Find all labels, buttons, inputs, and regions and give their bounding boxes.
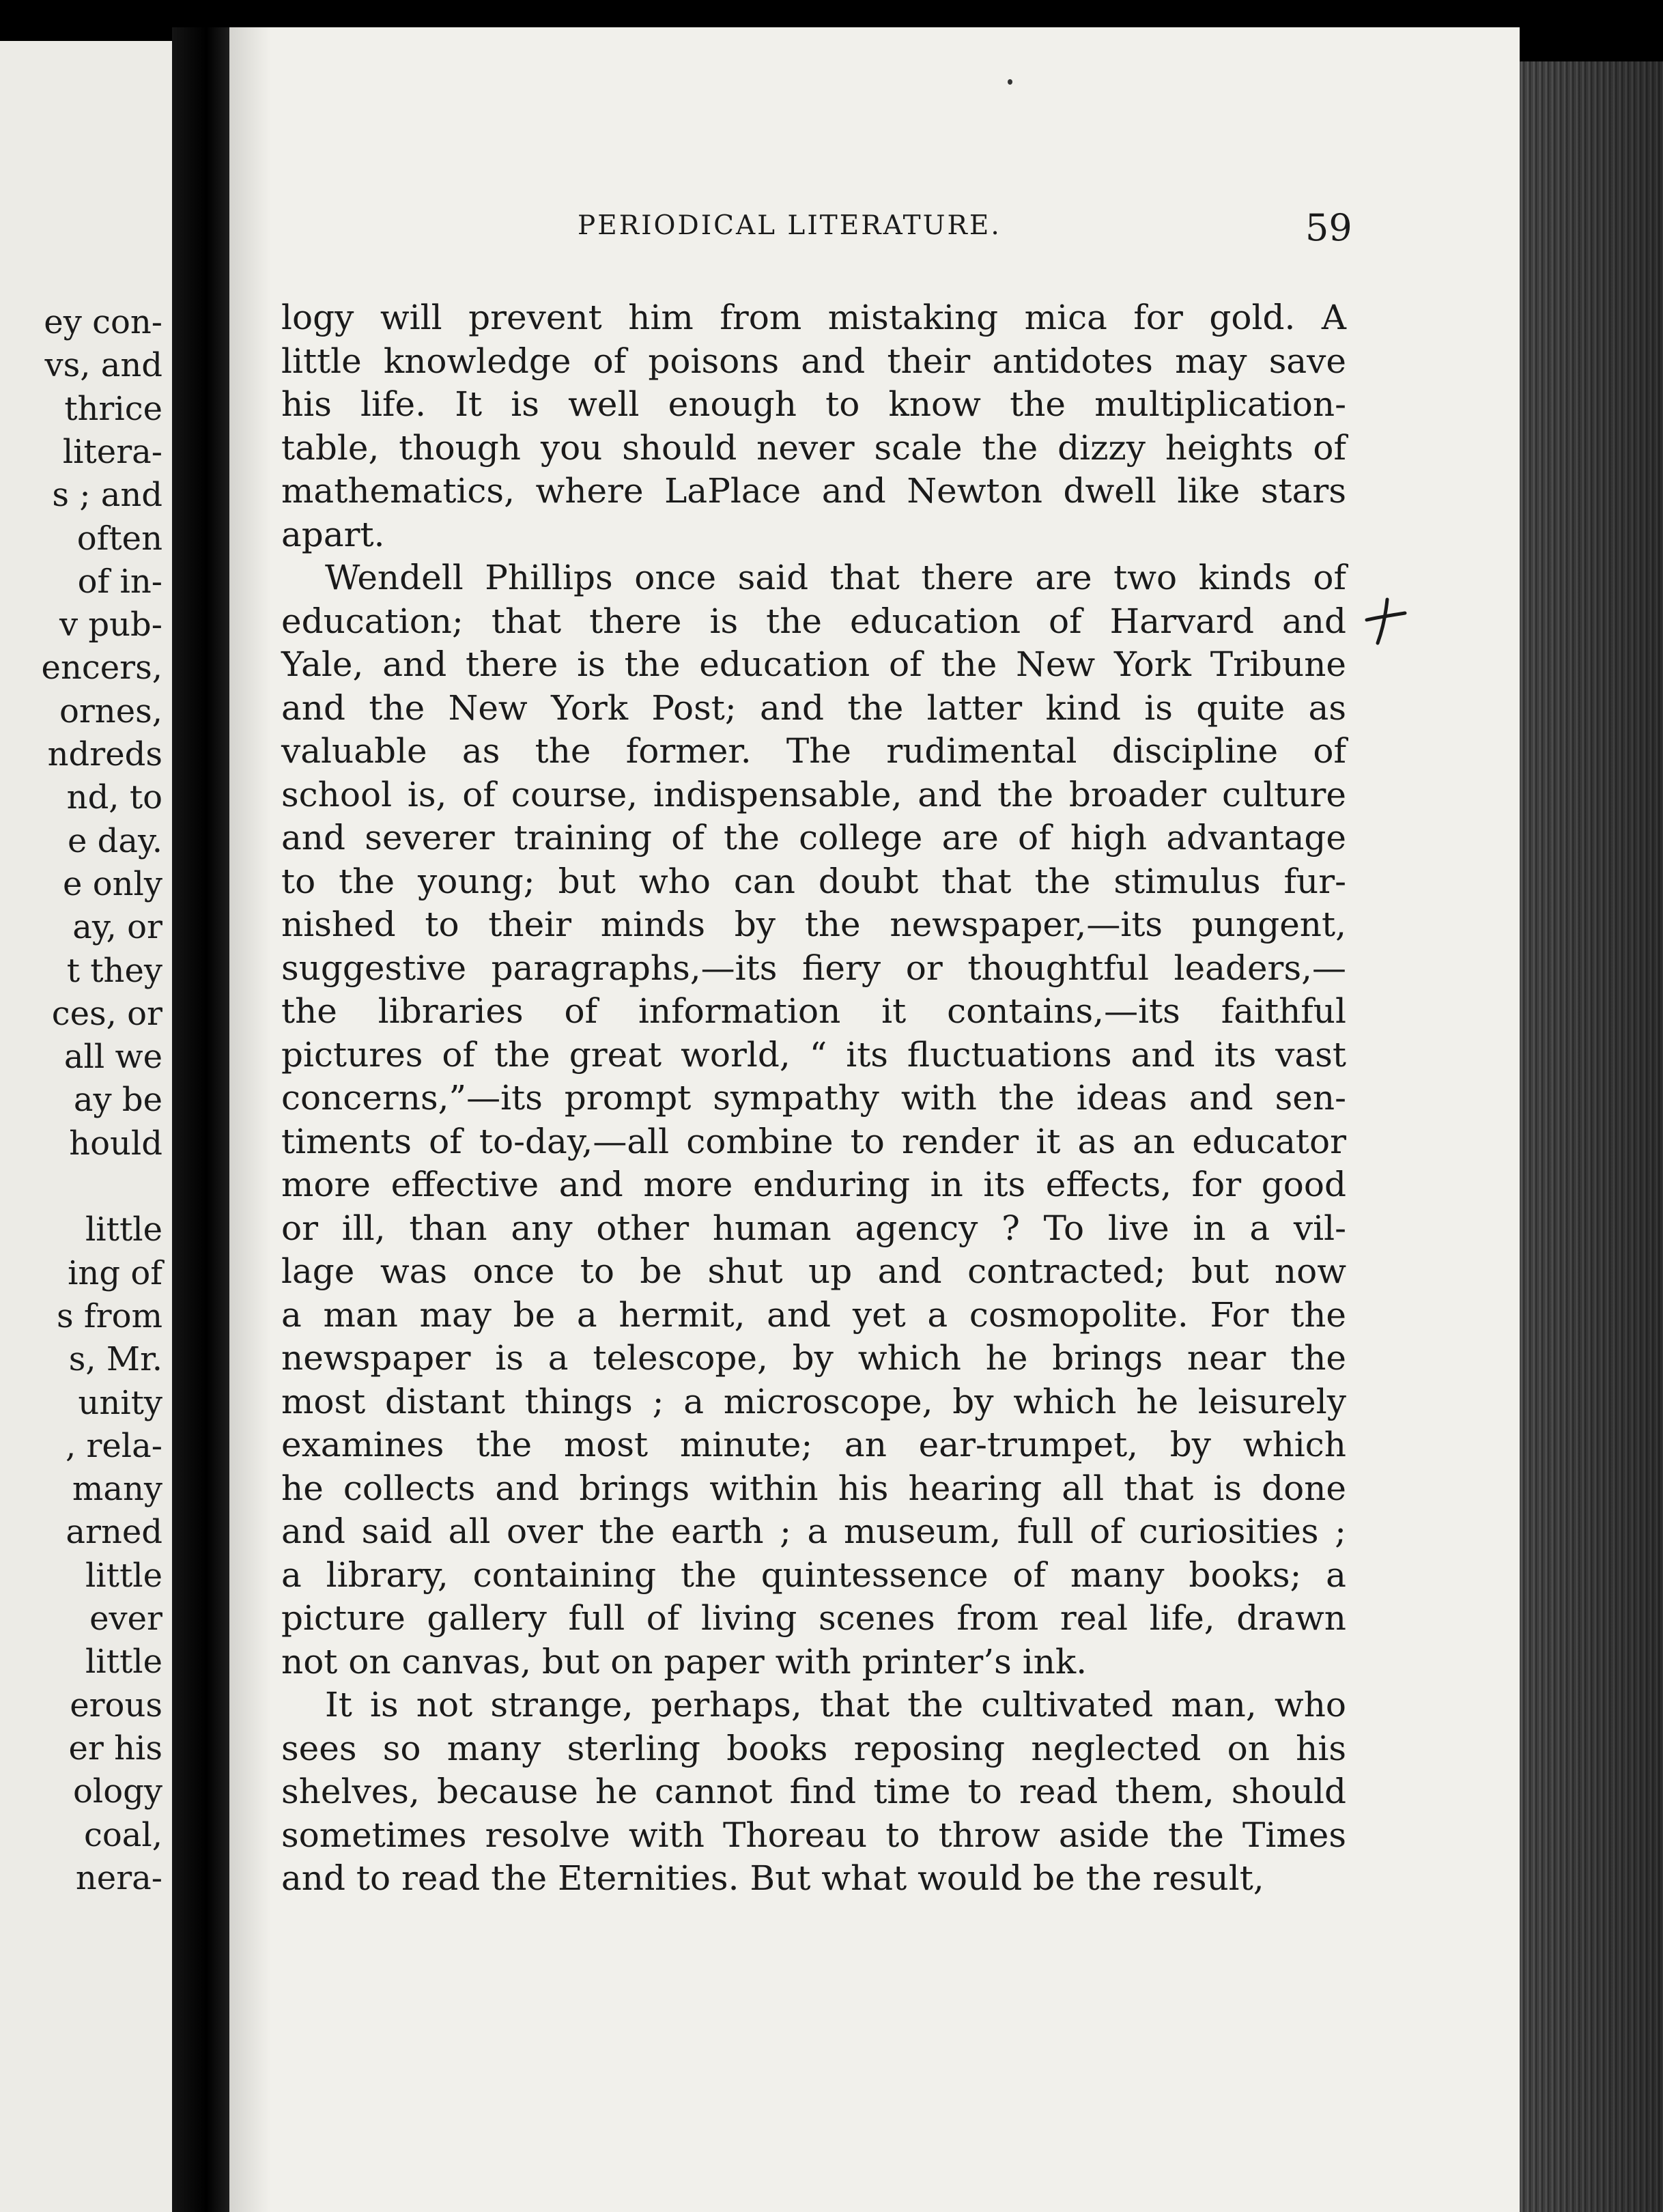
left-page-line: e only	[63, 864, 162, 903]
left-page-line: s, Mr.	[68, 1340, 162, 1379]
left-page-line: ay, or	[72, 908, 162, 947]
left-page-line: ces, or	[51, 994, 162, 1033]
left-page-line: ever	[89, 1600, 162, 1638]
text-line: timents of to-day,—all combine to render it as an educator	[281, 1121, 1346, 1161]
left-page-line: ology	[73, 1772, 162, 1811]
left-page-line: ey con-	[44, 303, 162, 341]
page-shadow	[229, 27, 270, 2212]
left-page-line: unity	[78, 1383, 162, 1422]
text-line: nished to their minds by the newspaper,—its pungent,	[281, 905, 1346, 944]
left-page-line: coal,	[83, 1815, 162, 1854]
text-line: suggestive paragraphs,—its fiery or thoughtful leaders,—	[281, 948, 1346, 988]
text-line: or ill, than any other human agency ? To live in a vil-	[281, 1208, 1346, 1248]
running-head-title: PERIODICAL LITERATURE.	[578, 210, 1001, 241]
text-line: more effective and more enduring in its effects, for good	[281, 1165, 1346, 1204]
left-page-line: arned	[66, 1513, 162, 1552]
text-line: not on canvas, but on paper with printer’s ink.	[281, 1641, 1088, 1682]
left-page-line: ing of	[68, 1253, 162, 1292]
text-line: and the New York Post; and the latter kind is quite as	[281, 687, 1346, 728]
left-page-line: nd, to	[66, 778, 162, 817]
text-line: little knowledge of poisons and their antidotes may save	[281, 341, 1346, 381]
text-line: picture gallery full of living scenes from real life, drawn	[281, 1598, 1346, 1638]
left-page-line: ndreds	[47, 735, 162, 774]
left-page-line: t they	[66, 951, 162, 990]
left-page-line: ornes,	[59, 692, 162, 731]
left-page-line: nera-	[75, 1858, 162, 1897]
ink-speck	[1008, 79, 1012, 85]
left-page-line: ay be	[73, 1081, 162, 1120]
left-page-line: e day.	[67, 821, 162, 860]
left-page-fragment	[0, 41, 172, 2212]
text-line: sometimes resolve with Thoreau to throw aside the Times	[281, 1815, 1346, 1855]
text-line: a library, containing the quintessence of many books; a	[281, 1555, 1346, 1595]
left-page-line: thrice	[64, 389, 162, 428]
left-page-line: often	[76, 519, 162, 558]
left-page-line: litera-	[62, 432, 162, 471]
left-page-line: vs, and	[44, 346, 162, 385]
text-line: lage was once to be shut up and contracted; but now	[281, 1251, 1346, 1291]
text-line: Wendell Phillips once said that there are two kinds of	[325, 558, 1346, 597]
text-line: table, though you should never scale the dizzy heights of	[281, 427, 1346, 468]
text-line: and to read the Eternities. But what would be the result,	[281, 1858, 1264, 1898]
text-line: Yale, and there is the education of the New York Tribune	[281, 644, 1346, 684]
left-page-line: er his	[68, 1729, 162, 1768]
left-page-line: s from	[56, 1296, 162, 1335]
left-page-line: hould	[69, 1124, 162, 1163]
body-text	[281, 296, 1346, 1901]
text-line: to the young; but who can doubt that the stimulus fur-	[281, 861, 1346, 901]
text-line: school is, of course, indispensable, and the broader culture	[281, 774, 1346, 814]
page-number: 59	[1305, 206, 1352, 249]
handwritten-cross-mark-icon	[1361, 593, 1409, 647]
left-page-line: erous	[70, 1686, 162, 1725]
left-page-line: encers,	[41, 649, 162, 687]
text-line: newspaper is a telescope, by which he brings near the	[281, 1338, 1346, 1378]
left-page-line: little	[85, 1556, 162, 1595]
text-line: and said all over the earth ; a museum, full of curiosities ;	[281, 1512, 1346, 1551]
text-line: and severer training of the college are of high advantage	[281, 818, 1346, 857]
text-line: examines the most minute; an ear-trumpet, by which	[281, 1425, 1346, 1464]
text-line: concerns,”—its prompt sympathy with the ideas and sen-	[281, 1078, 1346, 1118]
text-line: his life. It is well enough to know the multiplication-	[281, 384, 1346, 424]
text-line: he collects and brings within his hearing all that is done	[281, 1468, 1346, 1508]
left-page-line: , rela-	[65, 1426, 162, 1465]
left-page-line: s ; and	[52, 476, 162, 515]
running-head	[0, 206, 1663, 251]
text-line: most distant things ; a microscope, by which he leisurely	[281, 1381, 1346, 1421]
text-line: valuable as the former. The rudimental discipline of	[281, 731, 1346, 771]
book-gutter	[172, 27, 229, 2212]
text-line: mathematics, where LaPlace and Newton dwell like stars	[281, 471, 1346, 511]
text-line: pictures of the great world, “ its fluctuations and its vast	[281, 1034, 1346, 1075]
left-page-line: of in-	[77, 562, 162, 601]
text-line: apart.	[281, 514, 385, 554]
left-page-line: many	[72, 1470, 162, 1509]
text-line: the libraries of information it contains,—its faithful	[281, 991, 1346, 1031]
left-page-line: little	[85, 1210, 162, 1249]
left-page-line: all we	[63, 1038, 162, 1077]
page-edges-shadow	[1520, 61, 1663, 2212]
left-page-line: v pub-	[59, 606, 162, 644]
text-line: education; that there is the education of Harvard and	[281, 601, 1346, 641]
text-line: sees so many sterling books reposing neglected on his	[281, 1728, 1346, 1768]
text-line: It is not strange, perhaps, that the cultivated man, who	[325, 1685, 1346, 1725]
left-page-line: little	[85, 1643, 162, 1682]
text-line: shelves, because he cannot find time to read them, should	[281, 1772, 1346, 1811]
text-line: logy will prevent him from mistaking mica for gold. A	[281, 298, 1346, 337]
text-line: a man may be a hermit, and yet a cosmopolite. For the	[281, 1294, 1346, 1335]
